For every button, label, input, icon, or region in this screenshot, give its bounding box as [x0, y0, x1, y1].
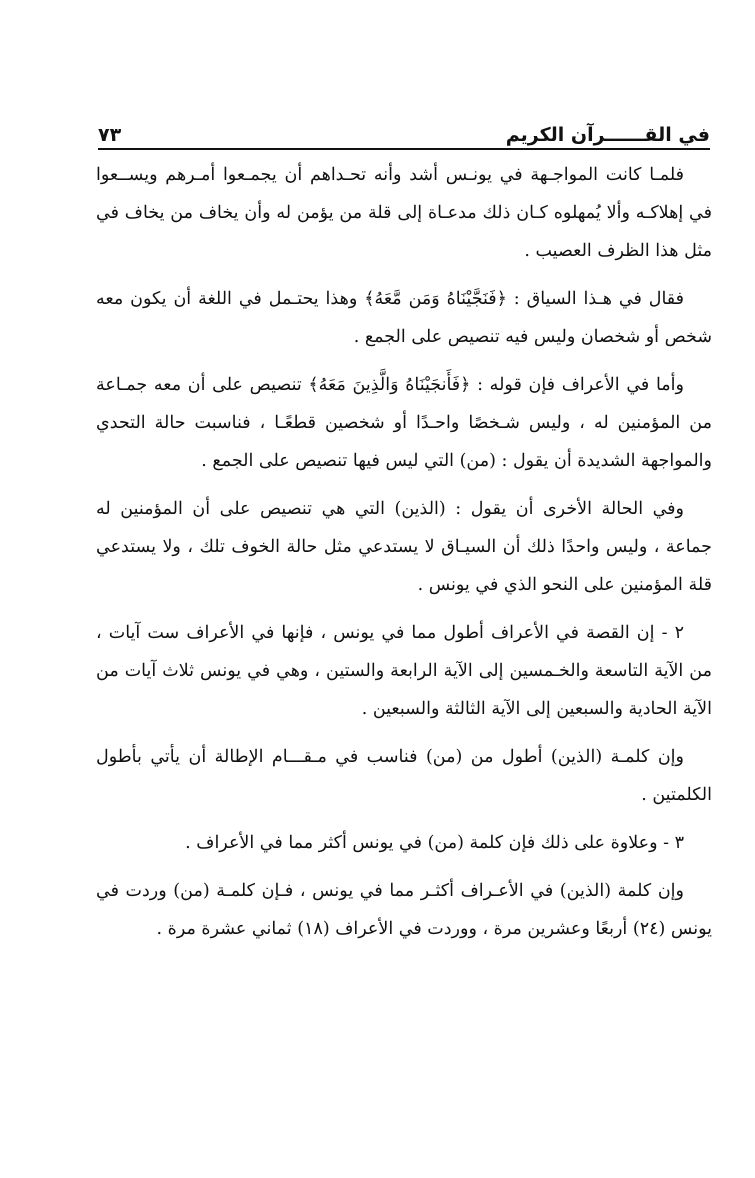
- running-title: في القــــــرآن الكريم: [505, 124, 710, 146]
- body-text: [96, 156, 712, 958]
- paragraph: وإن كلمة (الذين) في الأعـراف أكثـر مما في يونس ، فـإن كلمـة (من) وردت في يونس (٢٤) أربعًا وعشرين مرة ، ووردت في الأعراف (١٨) ثماني عشرة مرة .: [96, 881, 712, 939]
- paragraph: ٢ - إن القصة في الأعراف أطول مما في يونس ، فإنها في الأعراف ست آيات ، من الآية التاسعة والخـمسين إلى الآية الرابعة والستين ، وهي في يونس ثلاث آيات من الآية الحادية والسبعين إلى الآية الثالثة والسبعين .: [96, 623, 712, 719]
- paragraph: فقال في هـذا السياق : ﴿فَنَجَّيْنَاهُ وَمَن مَّعَهُ﴾ وهذا يحتـمل في اللغة أن يكون معه شخص أو شخصان وليس فيه تنصيص على الجمع .: [96, 289, 712, 347]
- paragraph: فلمـا كانت المواجـهة في يونـس أشد وأنه تحـداهم أن يجمـعوا أمـرهم ويســعوا في إهلاكـه وألا يُمهلوه كـان ذلك مدعـاة إلى قلة من يؤمن له وأن يخاف من يخاف في مثل هذا الظرف العصيب .: [96, 165, 712, 261]
- paragraph: وأما في الأعراف فإن قوله : ﴿فَأَنجَيْنَاهُ وَالَّذِينَ مَعَهُ﴾ تنصيص على أن معه جمـاعة من المؤمنين له ، وليس شـخصًا واحـدًا أو شخصين قطعًـا ، فناسبت حالة التحدي والمواجهة الشديدة أن يقول : (من) التي ليس فيها تنصيص على الجمع .: [96, 375, 712, 471]
- paragraph: وإن كلمـة (الذين) أطول من (من) فناسب في مـقـــام الإطالة أن يأتي بأطول الكلمتين .: [96, 747, 712, 805]
- running-header: [98, 110, 710, 146]
- header-rule: [98, 148, 710, 150]
- page-number: ٧٣: [98, 124, 122, 146]
- paragraph: ٣ - وعلاوة على ذلك فإن كلمة (من) في يونس أكثر مما في الأعراف .: [185, 833, 684, 853]
- paragraph: وفي الحالة الأخرى أن يقول : (الذين) التي هي تنصيص على أن المؤمنين له جماعة ، وليس واحدًا ذلك أن السيـاق لا يستدعي مثل حالة الخوف تلك ، ولا يستدعي قلة المؤمنين على النحو الذي في يونس .: [96, 499, 712, 595]
